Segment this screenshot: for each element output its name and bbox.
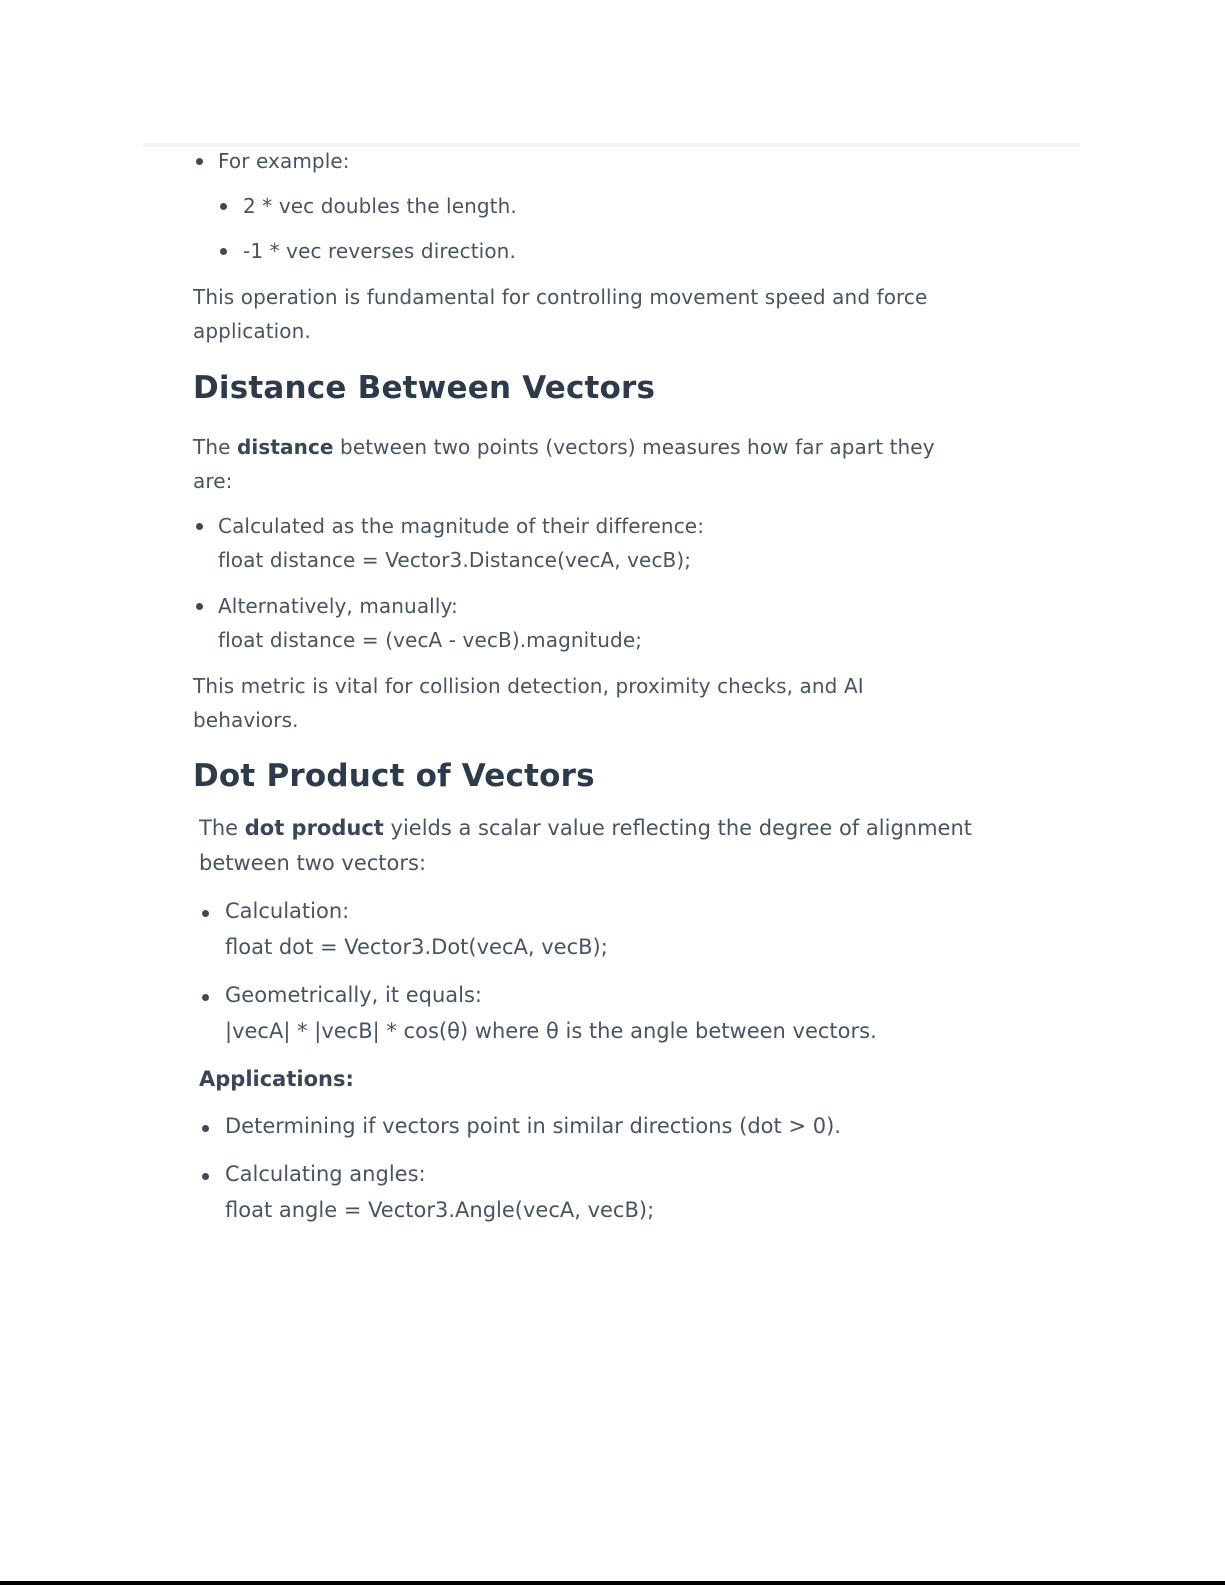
bullet [220, 203, 227, 210]
bullet [220, 248, 227, 255]
section-heading: Distance Between Vectors [193, 370, 656, 406]
section-heading: Dot Product of Vectors [193, 758, 595, 794]
list-item: 2 * vec doubles the length. [243, 194, 517, 218]
list-item: Alternatively, manually: [218, 594, 458, 618]
paragraph-text: The [199, 816, 245, 840]
list-item: Calculating angles: [225, 1162, 426, 1186]
paragraph [199, 816, 972, 840]
list-item: For example: [218, 149, 350, 173]
bullet [196, 523, 203, 530]
code-line: float dot = Vector3.Dot(vecA, vecB); [225, 935, 608, 959]
paragraph-text: yields a scalar value reflecting the degree of alignment [383, 816, 973, 840]
paragraph: are: [193, 469, 233, 493]
paragraph: behaviors. [193, 708, 299, 732]
bullet [202, 910, 209, 917]
paragraph: This operation is fundamental for controlling movement speed and force [193, 285, 928, 309]
bottom-border [0, 1581, 1225, 1585]
emphasis-term: distance [236, 435, 334, 459]
code-line: float angle = Vector3.Angle(vecA, vecB); [225, 1198, 655, 1222]
bullet [196, 603, 203, 610]
bullet [202, 1125, 209, 1132]
top-divider [143, 143, 1080, 147]
paragraph-text: The [193, 435, 237, 459]
code-line: float distance = (vecA - vecB).magnitude; [218, 628, 643, 652]
list-item: Calculation: [225, 899, 350, 923]
emphasis-term: dot product [244, 816, 384, 840]
list-item: Determining if vectors point in similar directions (dot > 0). [225, 1114, 841, 1138]
list-item: Calculated as the magnitude of their difference: [218, 514, 705, 538]
bullet [202, 1173, 209, 1180]
list-item: -1 * vec reverses direction. [243, 239, 516, 263]
paragraph-text: between two points (vectors) measures how far apart they [333, 435, 935, 459]
bullet [202, 994, 209, 1001]
paragraph: application. [193, 319, 311, 343]
bullet [196, 158, 203, 165]
code-line: |vecA| * |vecB| * cos(θ) where θ is the angle between vectors. [225, 1019, 877, 1043]
list-item: Geometrically, it equals: [225, 983, 483, 1007]
paragraph: between two vectors: [199, 851, 427, 875]
paragraph [193, 435, 935, 459]
applications-label: Applications: [199, 1067, 354, 1091]
code-line: float distance = Vector3.Distance(vecA, vecB); [218, 548, 692, 572]
paragraph: This metric is vital for collision detection, proximity checks, and AI [193, 674, 864, 698]
